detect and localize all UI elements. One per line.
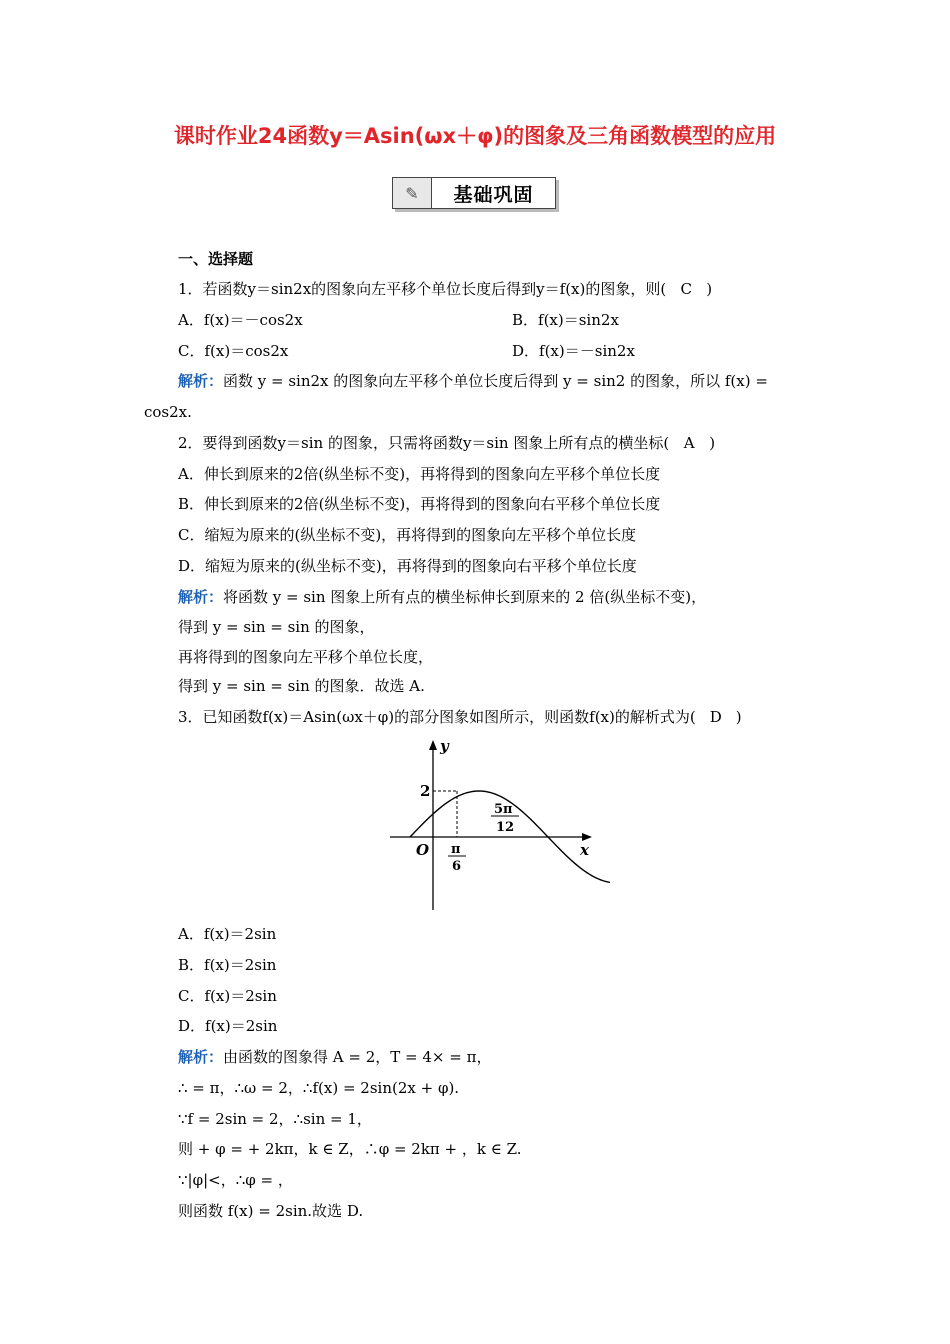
- x-axis-label: x: [580, 841, 589, 859]
- q1-answer: C: [680, 280, 692, 298]
- q2-option-c: C．缩短为原来的(纵坐标不变)，再将得到的图象向左平移个单位长度: [178, 526, 637, 544]
- q3-option-d: D．f(x)＝2sin: [178, 1017, 278, 1035]
- q3-stem: 3．已知函数f(x)＝Asin(ωx＋φ)的部分图象如图所示，则函数f(x)的解析式为( D ): [178, 708, 742, 726]
- q3-answer: D: [709, 708, 722, 726]
- q3-analysis-3: ∵f = 2sin = 2，∴sin = 1，: [178, 1110, 372, 1128]
- q3-option-c: C．f(x)＝2sin: [178, 987, 277, 1005]
- y-axis-arrow: [429, 740, 437, 750]
- q3-option-a: A．f(x)＝2sin: [178, 925, 277, 943]
- q3-analysis-5: ∵|φ|<，∴φ = ，: [178, 1171, 293, 1189]
- tick-label-5pi-12-den: 12: [496, 820, 515, 835]
- q2-analysis-3: 再将得到的图象向左平移个单位长度，: [178, 648, 434, 666]
- analysis-label: 解析：: [178, 588, 224, 606]
- q3-analysis-4: 则 + φ = + 2kπ，k ∈ Z，∴φ = 2kπ + ，k ∈ Z.: [178, 1140, 522, 1158]
- q2-analysis-4: 得到 y = sin = sin 的图象．故选 A.: [178, 677, 425, 695]
- badge-label: 基础巩固: [453, 183, 534, 206]
- q1-option-d: D．f(x)＝－sin2x: [512, 342, 635, 360]
- page-title: 课时作业24函数y＝Asin(ωx＋φ)的图象及三角函数模型的应用: [173, 124, 777, 148]
- analysis-label: 解析：: [178, 1048, 224, 1066]
- q2-option-a: A．伸长到原来的2倍(纵坐标不变)，再将得到的图象向左平移个单位长度: [178, 465, 661, 483]
- section-badge: [392, 177, 556, 209]
- q2-analysis: 解析：将函数 y = sin 图象上所有点的横坐标伸长到原来的 2 倍(纵坐标不变)，: [178, 588, 707, 606]
- tick-label-pi-6-den: 6: [452, 859, 462, 874]
- q3-analysis-2: ∴ = π，∴ω = 2，∴f(x) = 2sin(2x + φ).: [178, 1079, 460, 1097]
- q3-analysis-6: 则函数 f(x) = 2sin.故选 D.: [178, 1202, 364, 1220]
- pencil-icon: ✎: [393, 178, 432, 208]
- q1-stem: 1．若函数y＝sin2x的图象向左平移个单位长度后得到y＝f(x)的图象，则( C ): [178, 280, 713, 298]
- origin-label: O: [416, 841, 430, 859]
- x-axis-arrow: [582, 833, 592, 841]
- sine-graph: [380, 735, 610, 915]
- y-axis-label: y: [440, 737, 449, 755]
- q2-stem: 2．要得到函数y＝sin 的图象，只需将函数y＝sin 图象上所有点的横坐标( A ): [178, 434, 716, 452]
- section-heading: 一、选择题: [178, 250, 254, 268]
- tick-label-pi-6-num: π: [451, 842, 461, 857]
- q1-analysis: 解析：函数 y = sin2x 的图象向左平移个单位长度后得到 y = sin2 的图象，所以 f(x) =: [178, 372, 768, 390]
- q2-answer: A: [683, 434, 695, 452]
- tick-label-5pi-12-num: 5π: [494, 802, 513, 817]
- q1-option-a: A．f(x)＝－cos2x: [178, 311, 303, 329]
- analysis-label: 解析：: [178, 372, 224, 390]
- q3-option-b: B．f(x)＝2sin: [178, 956, 277, 974]
- q2-option-d: D．缩短为原来的(纵坐标不变)，再将得到的图象向右平移个单位长度: [178, 557, 637, 575]
- q1-option-b: B．f(x)＝sin2x: [512, 311, 619, 329]
- q2-option-b: B．伸长到原来的2倍(纵坐标不变)，再将得到的图象向右平移个单位长度: [178, 495, 661, 513]
- q1-option-c: C．f(x)＝cos2x: [178, 342, 289, 360]
- peak-value-label: 2: [420, 782, 431, 800]
- q1-analysis-cont: cos2x.: [144, 403, 192, 421]
- q2-analysis-2: 得到 y = sin = sin 的图象，: [178, 618, 375, 636]
- q3-analysis: 解析：由函数的图象得 A = 2，T = 4× = π，: [178, 1048, 492, 1066]
